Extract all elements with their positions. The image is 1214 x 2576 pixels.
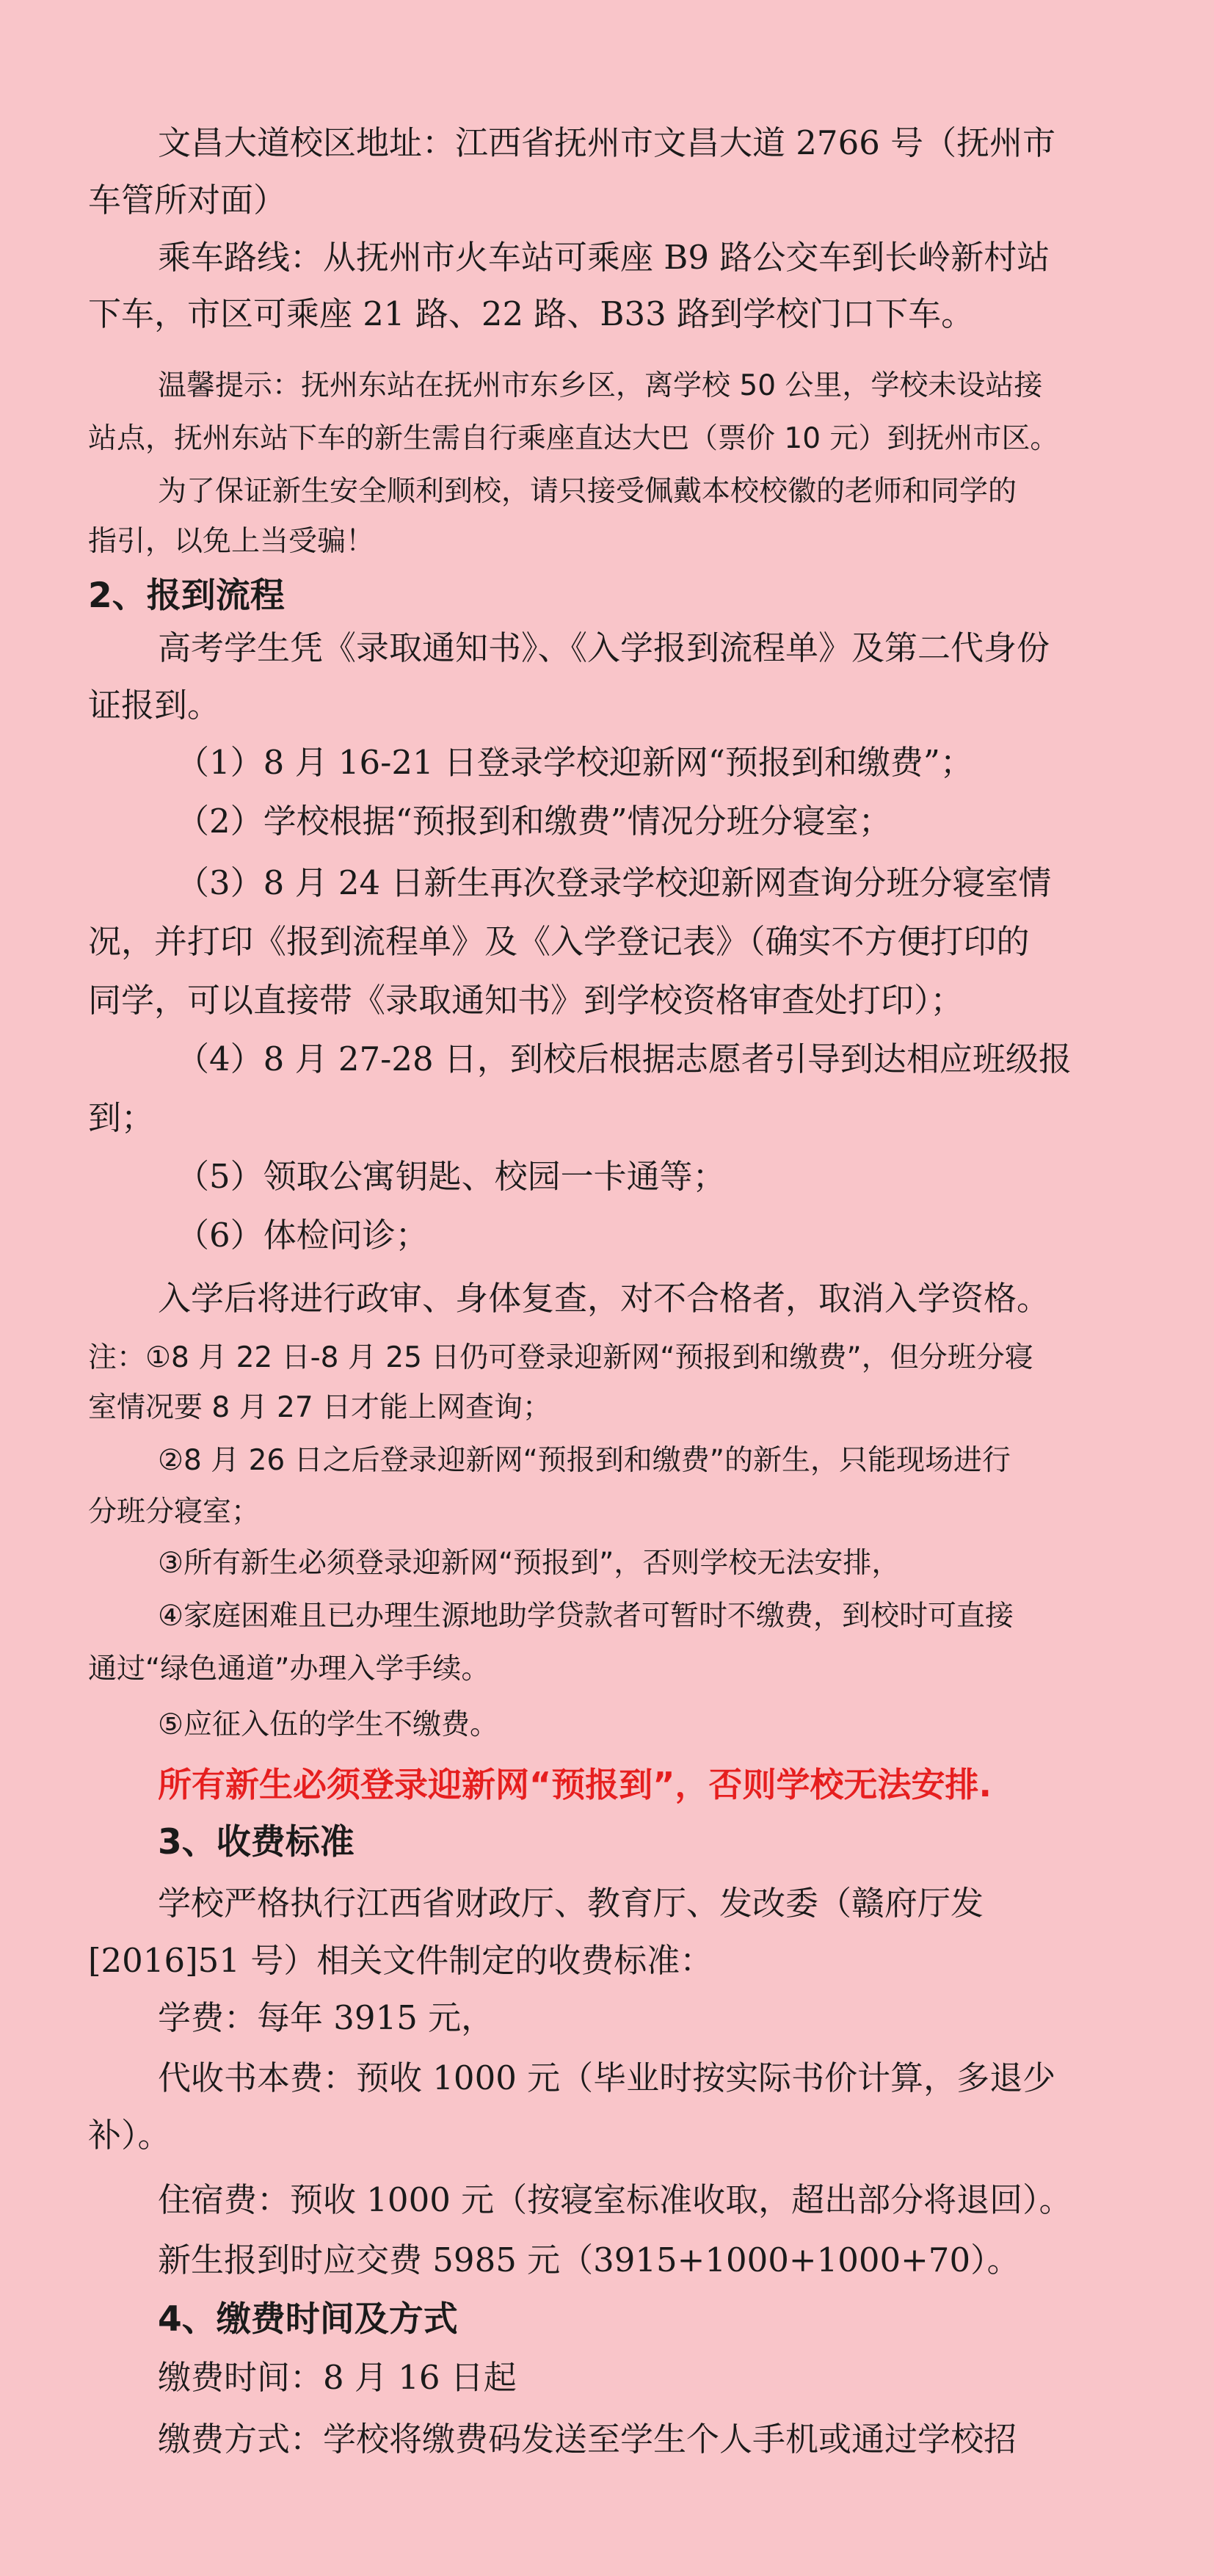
section-2-intro-2: 证报到。 (88, 686, 221, 725)
note-1-line-2: 室情况要 8 月 27 日才能上网查询； (88, 1391, 552, 1424)
step-2: （2）学校根据“预报到和缴费”情况分班分寝室； (176, 802, 892, 841)
step-5: （5）领取公寓钥匙、校园一卡通等； (176, 1157, 726, 1196)
section-2-intro-1: 高考学生凭《录取通知书》、《入学报到流程单》及第二代身份 (158, 628, 1050, 667)
tip-line-2: 站点，抚州东站下车的新生需自行乘座直达大巴（票价 10 元）到抚州市区。 (88, 422, 1059, 455)
address-line-2: 车管所对面） (88, 181, 287, 219)
step-4-line-1: （4）8 月 27-28 日，到校后根据志愿者引导到达相应班级报 (176, 1040, 1072, 1078)
total-fee: 新生报到时应交费 5985 元（3915+1000+1000+70）。 (158, 2241, 1020, 2279)
note-3: ③所有新生必须登录迎新网“预报到”，否则学校无法安排， (158, 1547, 901, 1580)
fee-policy-line-1: 学校严格执行江西省财政厅、教育厅、发改委（赣府厅发 (158, 1884, 984, 1923)
note-4-line-2: 通过“绿色通道”办理入学手续。 (88, 1652, 490, 1686)
section-3-heading: 3、收费标准 (158, 1822, 355, 1862)
step-6: （6）体检问诊； (176, 1216, 429, 1255)
book-fee-line-1: 代收书本费：预收 1000 元（毕业时按实际书价计算，多退少 (158, 2058, 1056, 2097)
address-line-1: 文昌大道校区地址：江西省抚州市文昌大道 2766 号（抚州市 (158, 123, 1056, 162)
payment-method: 缴费方式：学校将缴费码发送至学生个人手机或通过学校招 (158, 2420, 1017, 2459)
tip-line-1: 温馨提示：抚州东站在抚州市东乡区，离学校 50 公里，学校未设站接 (158, 369, 1043, 402)
book-fee-line-2: 补）。 (88, 2116, 171, 2155)
admission-review-note: 入学后将进行政审、身体复查，对不合格者，取消入学资格。 (158, 1279, 1050, 1318)
note-2-line-2: 分班分寝室； (88, 1495, 261, 1528)
note-2-line-1: ②8 月 26 日之后登录迎新网“预报到和缴费”的新生，只能现场进行 (158, 1444, 1011, 1477)
note-1-line-1: 注：①8 月 22 日-8 月 25 日仍可登录迎新网“预报到和缴费”，但分班分寝 (88, 1341, 1033, 1374)
note-5: ⑤应征入伍的学生不缴费。 (158, 1708, 498, 1741)
registration-warning: 所有新生必须登录迎新网“预报到”，否则学校无法安排. (158, 1765, 992, 1804)
step-1: （1）8 月 16-21 日登录学校迎新网“预报到和缴费”； (176, 743, 973, 782)
section-4-heading: 4、缴费时间及方式 (158, 2299, 458, 2340)
payment-time: 缴费时间：8 月 16 日起 (158, 2358, 517, 2397)
route-line-1: 乘车路线：从抚州市火车站可乘座 B9 路公交车到长岭新村站 (158, 238, 1050, 277)
route-line-2: 下车，市区可乘座 21 路、22 路、B33 路到学校门口下车。 (88, 294, 975, 333)
step-3-line-3: 同学，可以直接带《录取通知书》到学校资格审查处打印）； (88, 981, 964, 1020)
housing-fee: 住宿费：预收 1000 元（按寝室标准收取，超出部分将退回）。 (158, 2180, 1072, 2219)
section-2-heading: 2、报到流程 (88, 576, 285, 616)
fee-policy-line-2: [2016]51 号）相关文件制定的收费标准： (88, 1941, 713, 1980)
tip-line-3: 为了保证新生安全顺利到校，请只接受佩戴本校校徽的老师和同学的 (158, 475, 1017, 508)
step-4-line-2: 到； (88, 1098, 155, 1137)
tuition-fee: 学费：每年 3915 元， (158, 1998, 495, 2037)
step-3-line-2: 况，并打印《报到流程单》及《入学登记表》（确实不方便打印的 (88, 922, 1030, 961)
tip-line-4: 指引，以免上当受骗！ (88, 525, 375, 558)
note-4-line-1: ④家庭困难且已办理生源地助学贷款者可暂时不缴费，到校时可直接 (158, 1600, 1014, 1633)
step-3-line-1: （3）8 月 24 日新生再次登录学校迎新网查询分班分寝室情 (176, 863, 1052, 902)
